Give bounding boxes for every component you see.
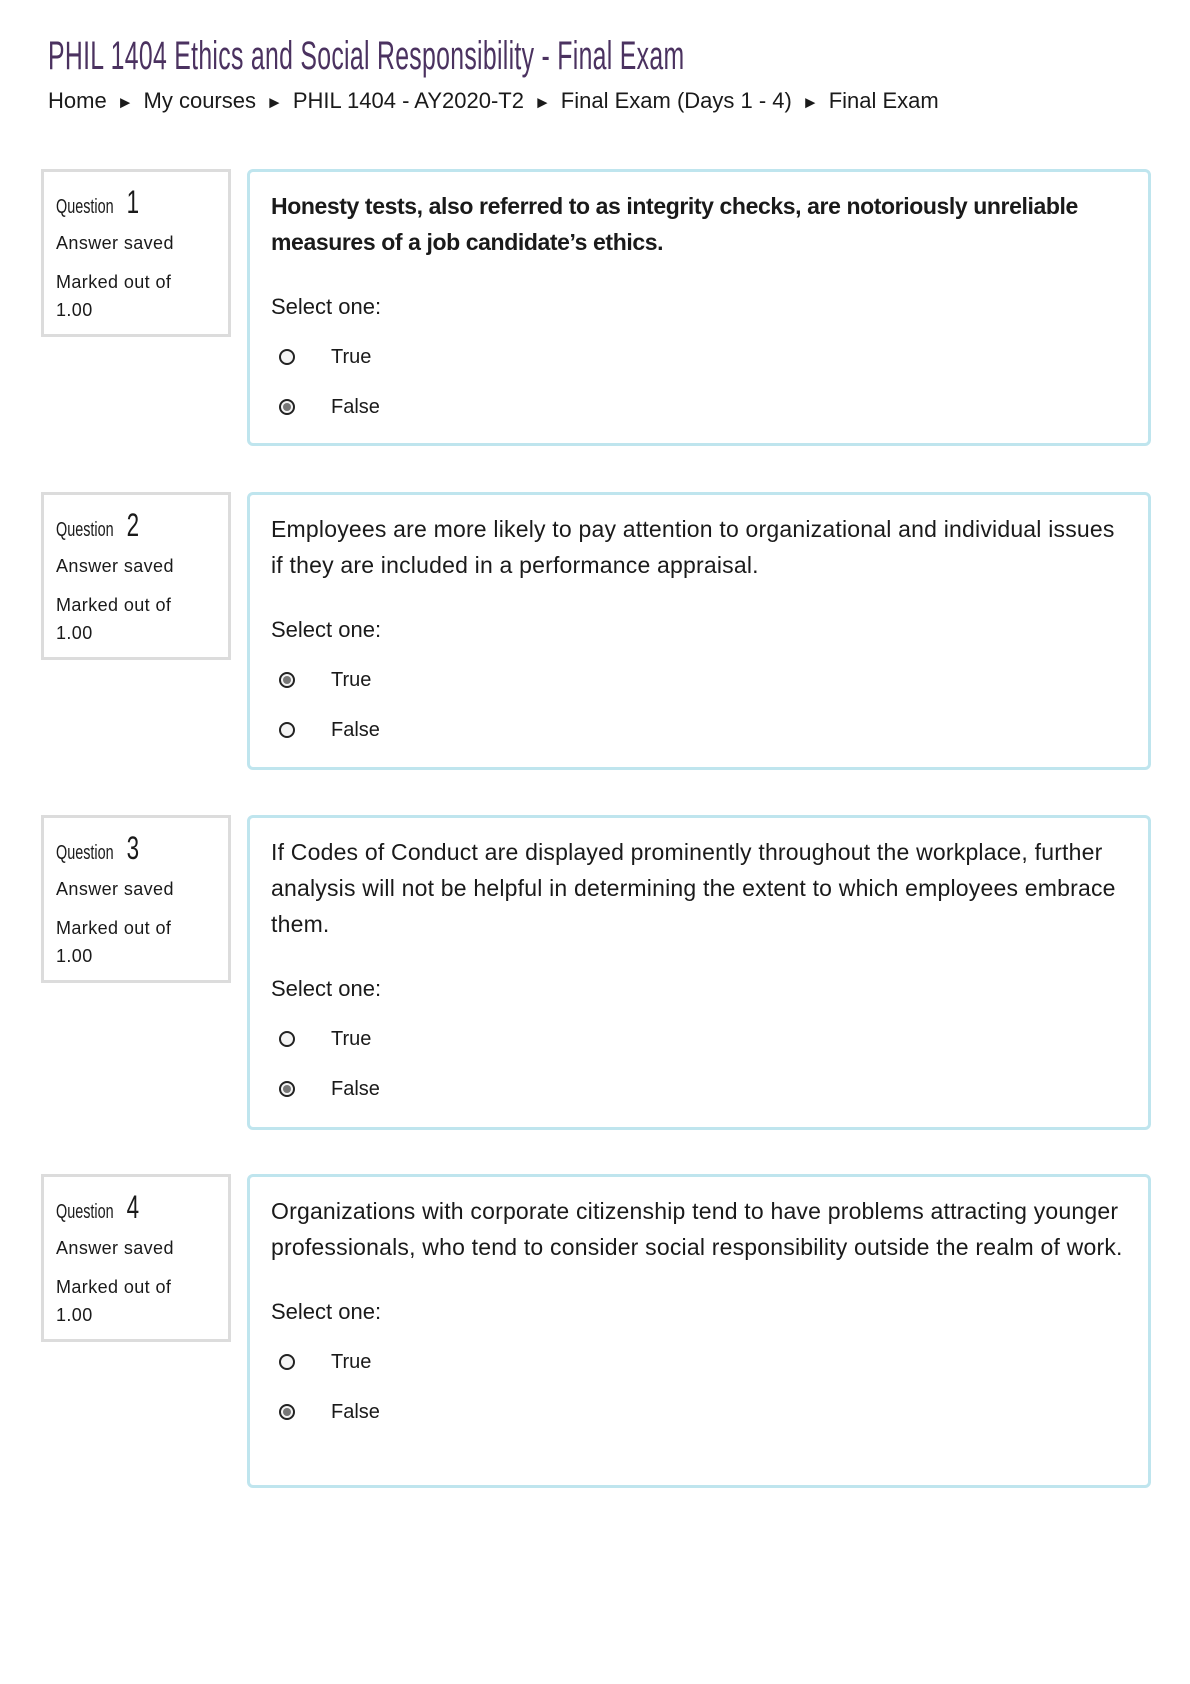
radio-button[interactable] bbox=[279, 1354, 295, 1370]
question-points: 1.00 bbox=[56, 946, 93, 966]
answer-option-false[interactable] bbox=[271, 1387, 1127, 1437]
breadcrumb-course[interactable]: PHIL 1404 - AY2020-T2 bbox=[292, 88, 524, 113]
breadcrumb-separator-icon: ► bbox=[266, 93, 283, 112]
question-label: Question bbox=[56, 842, 114, 864]
question-label: Question bbox=[56, 519, 114, 541]
question-text: If Codes of Conduct are displayed prominently throughout the workplace, further analysis will not be helpful in determining the extent to which employees embrace them. bbox=[271, 839, 1116, 937]
radio-button[interactable] bbox=[279, 672, 295, 688]
breadcrumb-section[interactable]: Final Exam (Days 1 - 4) bbox=[560, 88, 792, 113]
select-one-prompt: Select one: bbox=[271, 976, 382, 1001]
question-number: 4 bbox=[126, 1189, 140, 1225]
question-text: Honesty tests, also referred to as integrity checks, are notoriously unreliable measures of a job candidate’s ethics. bbox=[271, 193, 1078, 255]
option-label[interactable]: False bbox=[331, 1077, 380, 1100]
breadcrumb-current[interactable]: Final Exam bbox=[828, 88, 939, 113]
answer-option-false[interactable] bbox=[271, 382, 1127, 432]
question-number: 1 bbox=[126, 184, 140, 220]
radio-button[interactable] bbox=[279, 1081, 295, 1097]
question-info bbox=[41, 1174, 231, 1342]
answer-option-false[interactable] bbox=[271, 705, 1127, 755]
page-title: PHIL 1404 Ethics and Social Responsibility - Final Exam bbox=[48, 34, 685, 78]
select-one-prompt: Select one: bbox=[271, 617, 382, 642]
breadcrumb-my-courses[interactable]: My courses bbox=[143, 88, 256, 113]
answer-option-true[interactable] bbox=[271, 1014, 1127, 1064]
option-label[interactable]: True bbox=[331, 345, 372, 368]
radio-button[interactable] bbox=[279, 1404, 295, 1420]
marked-out-of-label: Marked out of bbox=[56, 595, 172, 615]
option-label[interactable]: True bbox=[331, 668, 372, 691]
question-status: Answer saved bbox=[56, 556, 174, 576]
select-one-prompt: Select one: bbox=[271, 294, 382, 319]
question-status: Answer saved bbox=[56, 1238, 174, 1258]
answer-option-true[interactable] bbox=[271, 332, 1127, 382]
radio-button[interactable] bbox=[279, 349, 295, 365]
question-label: Question bbox=[56, 196, 114, 218]
breadcrumb bbox=[48, 88, 939, 114]
radio-button[interactable] bbox=[279, 1031, 295, 1047]
breadcrumb-separator-icon: ► bbox=[533, 93, 551, 112]
question-text: Organizations with corporate citizenship tend to have problems attracting younger professionals, who tend to consider social responsibility outside the realm of work. bbox=[271, 1198, 1123, 1260]
marked-out-of-label: Marked out of bbox=[56, 918, 172, 938]
answer-option-true[interactable] bbox=[271, 1337, 1127, 1387]
breadcrumb-separator-icon: ► bbox=[801, 93, 819, 112]
radio-button[interactable] bbox=[279, 722, 295, 738]
question-points: 1.00 bbox=[56, 1305, 93, 1325]
question-number: 2 bbox=[126, 507, 140, 543]
breadcrumb-separator-icon: ► bbox=[116, 93, 134, 112]
marked-out-of-label: Marked out of bbox=[56, 1277, 172, 1297]
question-status: Answer saved bbox=[56, 233, 174, 253]
question-content bbox=[247, 1174, 1151, 1488]
option-label[interactable]: False bbox=[331, 395, 380, 418]
option-label[interactable]: False bbox=[331, 718, 380, 741]
radio-button[interactable] bbox=[279, 399, 295, 415]
question-content bbox=[247, 492, 1151, 770]
option-label[interactable]: True bbox=[331, 1350, 372, 1373]
question-content bbox=[247, 815, 1151, 1130]
question-label: Question bbox=[56, 1201, 114, 1223]
breadcrumb-home[interactable]: Home bbox=[48, 88, 107, 113]
option-label[interactable]: False bbox=[331, 1400, 380, 1423]
question-number: 3 bbox=[126, 830, 140, 866]
marked-out-of-label: Marked out of bbox=[56, 272, 172, 292]
question-info bbox=[41, 815, 231, 983]
question-text: Employees are more likely to pay attention to organizational and individual issues if they are included in a performance appraisal. bbox=[271, 516, 1115, 578]
question-info bbox=[41, 492, 231, 660]
option-label[interactable]: True bbox=[331, 1027, 372, 1050]
question-content bbox=[247, 169, 1151, 446]
question-status: Answer saved bbox=[56, 879, 174, 899]
answer-option-true[interactable] bbox=[271, 655, 1127, 705]
select-one-prompt: Select one: bbox=[271, 1299, 382, 1324]
question-info bbox=[41, 169, 231, 337]
answer-option-false[interactable] bbox=[271, 1064, 1127, 1114]
question-points: 1.00 bbox=[56, 623, 93, 643]
question-points: 1.00 bbox=[56, 300, 93, 320]
